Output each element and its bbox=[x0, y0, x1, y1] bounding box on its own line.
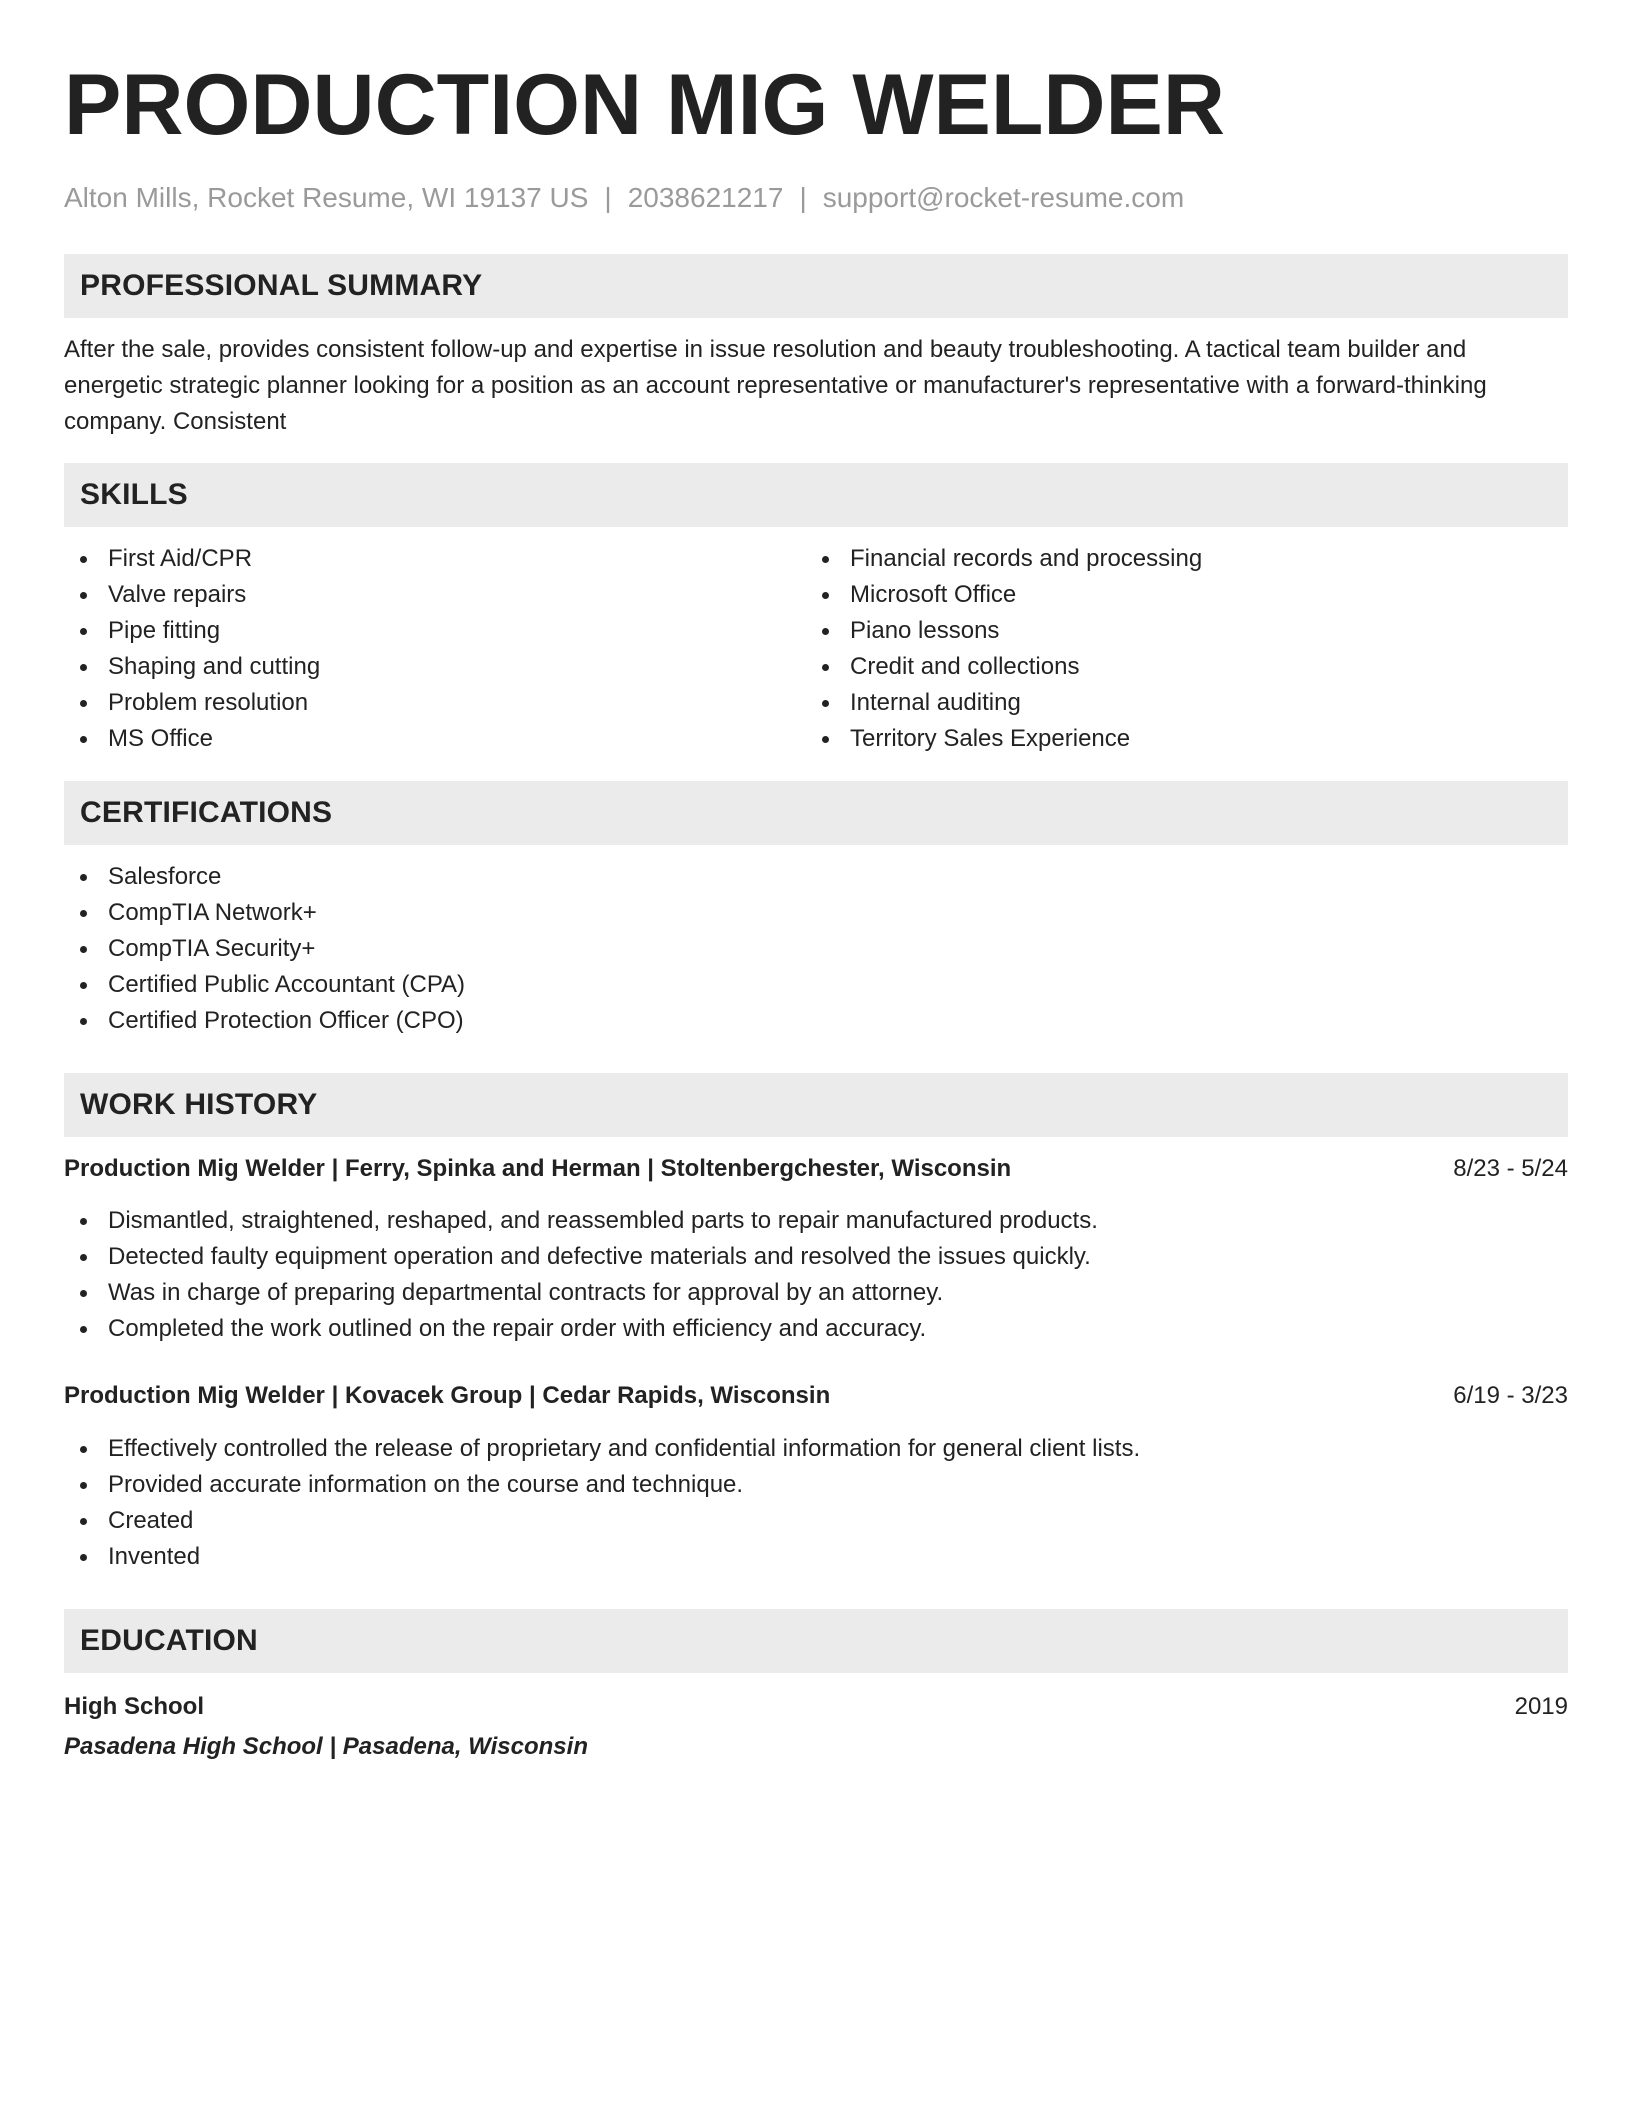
contact-separator: | bbox=[799, 182, 807, 213]
education-degree: High School bbox=[64, 1693, 204, 1720]
skills-column-left bbox=[64, 541, 806, 757]
skills-list bbox=[64, 541, 1568, 757]
section-header-skills: SKILLS bbox=[64, 463, 1568, 527]
job-bullet: Effectively controlled the release of proprietary and confidential information for general client lists. bbox=[64, 1431, 1568, 1467]
skill-item: MS Office bbox=[64, 721, 806, 757]
candidate-name: PRODUCTION MIG WELDER bbox=[64, 57, 1225, 153]
skills-column-right bbox=[806, 541, 1548, 757]
skill-item: Shaping and cutting bbox=[64, 649, 806, 685]
job-bullet: Invented bbox=[64, 1539, 1568, 1575]
education-year: 2019 bbox=[1514, 1693, 1568, 1720]
job-entry bbox=[64, 1151, 1568, 1347]
job-bullet: Detected faulty equipment operation and defective materials and resolved the issues quickly. bbox=[64, 1239, 1568, 1275]
job-header bbox=[64, 1151, 1568, 1187]
job-bullets bbox=[64, 1431, 1568, 1575]
job-entry bbox=[64, 1378, 1568, 1575]
skill-item: Internal auditing bbox=[806, 685, 1548, 721]
certification-item: Certified Public Accountant (CPA) bbox=[64, 967, 1568, 1003]
contact-line bbox=[64, 182, 1568, 214]
certification-item: CompTIA Network+ bbox=[64, 895, 1568, 931]
contact-separator: | bbox=[604, 182, 612, 213]
contact-email: support@rocket-resume.com bbox=[822, 182, 1185, 213]
section-header-summary: PROFESSIONAL SUMMARY bbox=[64, 254, 1568, 318]
skill-item: Piano lessons bbox=[806, 613, 1548, 649]
contact-address: Alton Mills, Rocket Resume, WI 19137 US bbox=[64, 182, 589, 213]
skill-item: Problem resolution bbox=[64, 685, 806, 721]
section-header-certifications: CERTIFICATIONS bbox=[64, 781, 1568, 845]
certification-item: Certified Protection Officer (CPO) bbox=[64, 1003, 1568, 1039]
job-bullets bbox=[64, 1203, 1568, 1347]
summary-text: After the sale, provides consistent follow-up and expertise in issue resolution and beauty troubleshooting. A tactical team builder and energetic strategic planner looking for a position as an account representative or manufacturer's representative with a forward-thinking company. Consistent bbox=[64, 336, 1487, 435]
job-title: Production Mig Welder | Ferry, Spinka and Herman | Stoltenbergchester, Wisconsin bbox=[64, 1155, 1012, 1182]
job-bullet: Provided accurate information on the course and technique. bbox=[64, 1467, 1568, 1503]
education-school: Pasadena High School | Pasadena, Wisconsin bbox=[64, 1733, 588, 1760]
contact-phone: 2038621217 bbox=[627, 182, 784, 213]
resume-page bbox=[64, 57, 1568, 1765]
skill-item: Valve repairs bbox=[64, 577, 806, 613]
section-header-education: EDUCATION bbox=[64, 1609, 1568, 1673]
job-bullet: Completed the work outlined on the repair order with efficiency and accuracy. bbox=[64, 1311, 1568, 1347]
certification-item: Salesforce bbox=[64, 859, 1568, 895]
section-header-work-history: WORK HISTORY bbox=[64, 1073, 1568, 1137]
skill-item: First Aid/CPR bbox=[64, 541, 806, 577]
skill-item: Financial records and processing bbox=[806, 541, 1548, 577]
job-bullet: Was in charge of preparing departmental contracts for approval by an attorney. bbox=[64, 1275, 1568, 1311]
job-header bbox=[64, 1378, 1568, 1414]
job-dates: 6/19 - 3/23 bbox=[1453, 1382, 1568, 1409]
skill-item: Territory Sales Experience bbox=[806, 721, 1548, 757]
certifications-list bbox=[64, 859, 1568, 1039]
job-bullet: Created bbox=[64, 1503, 1568, 1539]
certification-item: CompTIA Security+ bbox=[64, 931, 1568, 967]
education-header bbox=[64, 1689, 1568, 1725]
job-dates: 8/23 - 5/24 bbox=[1453, 1155, 1568, 1182]
skill-item: Microsoft Office bbox=[806, 577, 1548, 613]
job-title: Production Mig Welder | Kovacek Group | Cedar Rapids, Wisconsin bbox=[64, 1382, 831, 1409]
job-bullet: Dismantled, straightened, reshaped, and reassembled parts to repair manufactured products. bbox=[64, 1203, 1568, 1239]
skill-item: Pipe fitting bbox=[64, 613, 806, 649]
skill-item: Credit and collections bbox=[806, 649, 1548, 685]
